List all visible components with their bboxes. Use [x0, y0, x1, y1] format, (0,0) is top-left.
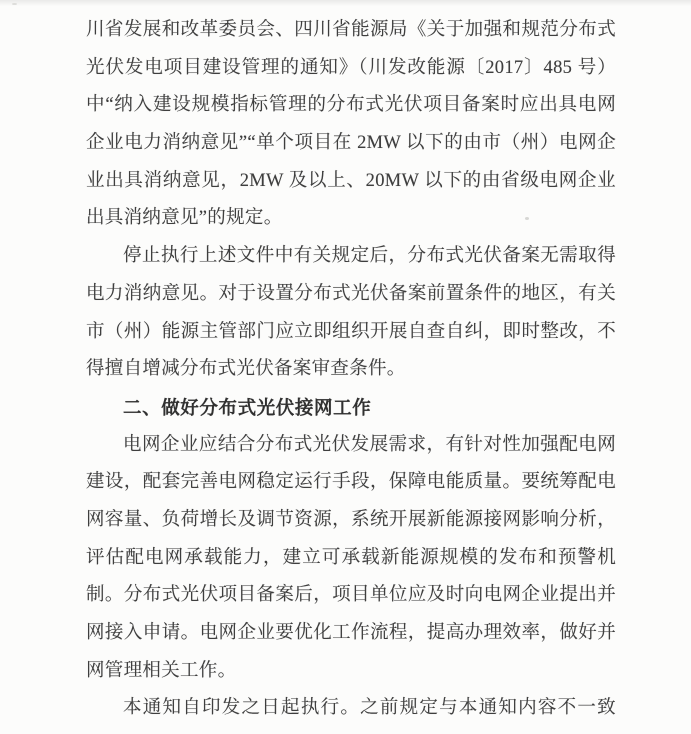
text-line: 出具消纳意见”的规定。	[86, 208, 283, 229]
text-line: 评估配电网承载能力，建立可承载新能源规模的发布和预警机	[86, 547, 616, 568]
text-line: 光伏发电项目建设管理的通知》（川发改能源〔2017〕485 号）	[86, 57, 616, 78]
scan-speck	[12, 3, 17, 5]
text-line: 得擅自增减分布式光伏备案审查条件。	[86, 359, 406, 380]
text-line: 电力消纳意见。对于设置分布式光伏备案前置条件的地区，有关	[86, 283, 616, 304]
text-line: 市（州）能源主管部门应立即组织开展自查自纠，即时整改，不	[86, 321, 616, 342]
text-line: 制。分布式光伏项目备案后，项目单位应及时向电网企业提出并	[86, 585, 616, 606]
text-line: 企业电力消纳意见”“单个项目在 2MW 以下的由市（州）电网企	[86, 133, 616, 154]
text-line: 网管理相关工作。	[86, 660, 237, 681]
text-line: 建设，配套完善电网稳定运行手段，保障电能质量。要统筹配电	[86, 472, 616, 493]
text-line: 停止执行上述文件中有关规定后，分布式光伏备案无需取得	[123, 246, 616, 267]
section-heading: 二、做好分布式光伏接网工作	[123, 396, 372, 418]
text-line: 中“纳入建设规模指标管理的分布式光伏项目备案时应出具电网	[86, 95, 616, 116]
text-line: 业出具消纳意见，2MW 及以上、20MW 以下的由省级电网企业	[86, 170, 616, 191]
text-column	[86, 12, 616, 728]
text-line: 网容量、负荷增长及调节资源，系统开展新能源接网影响分析，	[86, 509, 616, 530]
text-line: 电网企业应结合分布式光伏发展需求，有针对性加强配电网	[123, 434, 616, 455]
text-line: 网接入申请。电网企业要优化工作流程，提高办理效率，做好并	[86, 623, 616, 643]
text-line: 本通知自印发之日起执行。之前规定与本通知内容不一致	[123, 698, 616, 719]
text-line: 川省发展和改革委员会、四川省能源局《关于加强和规范分布式	[86, 20, 616, 40]
